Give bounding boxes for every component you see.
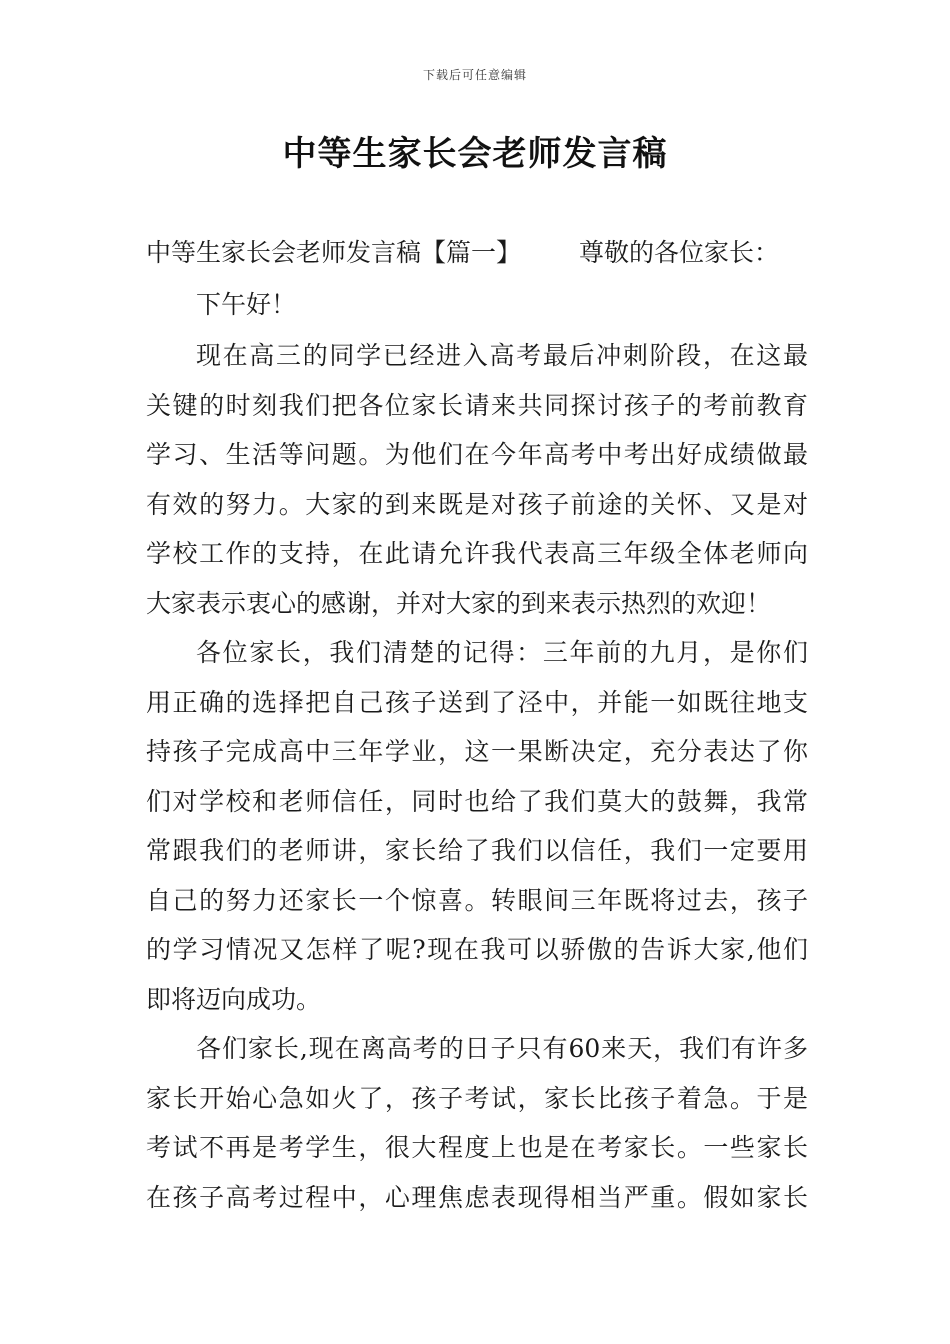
salutation: 尊敬的各位家长： [579, 238, 780, 267]
paragraph-line: 大家表示衷心的感谢，并对大家的到来表示热烈的欢迎！ [146, 588, 772, 618]
paragraph-3 [146, 1024, 808, 1222]
greeting: 下午好！ [196, 289, 297, 319]
paragraph-line: 家长开始心急如火了，孩子考试，家长比孩子着急。于是 [146, 1083, 808, 1113]
paragraph-line: 关键的时刻我们把各位家长请来共同探讨孩子的考前教育 [146, 390, 808, 420]
paragraph-1 [146, 331, 808, 628]
paragraph-line: 有效的努力。大家的到来既是对孩子前途的关怀、又是对 [146, 489, 808, 519]
section-heading-line [146, 228, 808, 278]
paragraph-line: 即将迈向成功。 [146, 984, 322, 1014]
paragraph-line: 自己的努力还家长一个惊喜。转眼间三年既将过去，孩子 [146, 885, 808, 915]
heading-spacer [521, 228, 579, 278]
document-body [146, 228, 808, 1222]
paragraph-2 [146, 628, 808, 1024]
paragraph-line: 各们家长,现在离高考的日子只有60来天，我们有许多 [196, 1034, 808, 1063]
paragraph-line: 现在高三的同学已经进入高考最后冲刺阶段，在这最 [196, 341, 808, 370]
paragraph-line: 各位家长，我们清楚的记得：三年前的九月，是你们 [196, 638, 808, 667]
paragraph-line: 考试不再是考学生，很大程度上也是在考家长。一些家长 [146, 1133, 808, 1162]
paragraph-line: 在孩子高考过程中，心理焦虑表现得相当严重。假如家长 [146, 1182, 808, 1212]
paragraph-line: 学习、生活等问题。为他们在今年高考中考出好成绩做最 [146, 440, 808, 469]
paragraph-line: 用正确的选择把自己孩子送到了泾中，并能一如既往地支 [146, 687, 808, 717]
paragraph-line: 常跟我们的老师讲，家长给了我们以信任，我们一定要用 [146, 836, 808, 865]
section-heading: 中等生家长会老师发言稿【篇一】 [146, 238, 522, 267]
paragraph-line: 们对学校和老师信任，同时也给了我们莫大的鼓舞，我常 [146, 786, 808, 816]
paragraph-line: 学校工作的支持，在此请允许我代表高三年级全体老师向 [146, 539, 808, 568]
document-title: 中等生家长会老师发言稿 [282, 134, 668, 174]
header-note: 下载后可任意编辑 [422, 68, 527, 82]
paragraph-line: 持孩子完成高中三年学业，这一果断决定，充分表达了你 [146, 737, 808, 766]
paragraph-line: 的学习情况又怎样了呢?现在我可以骄傲的告诉大家,他们 [146, 935, 808, 964]
